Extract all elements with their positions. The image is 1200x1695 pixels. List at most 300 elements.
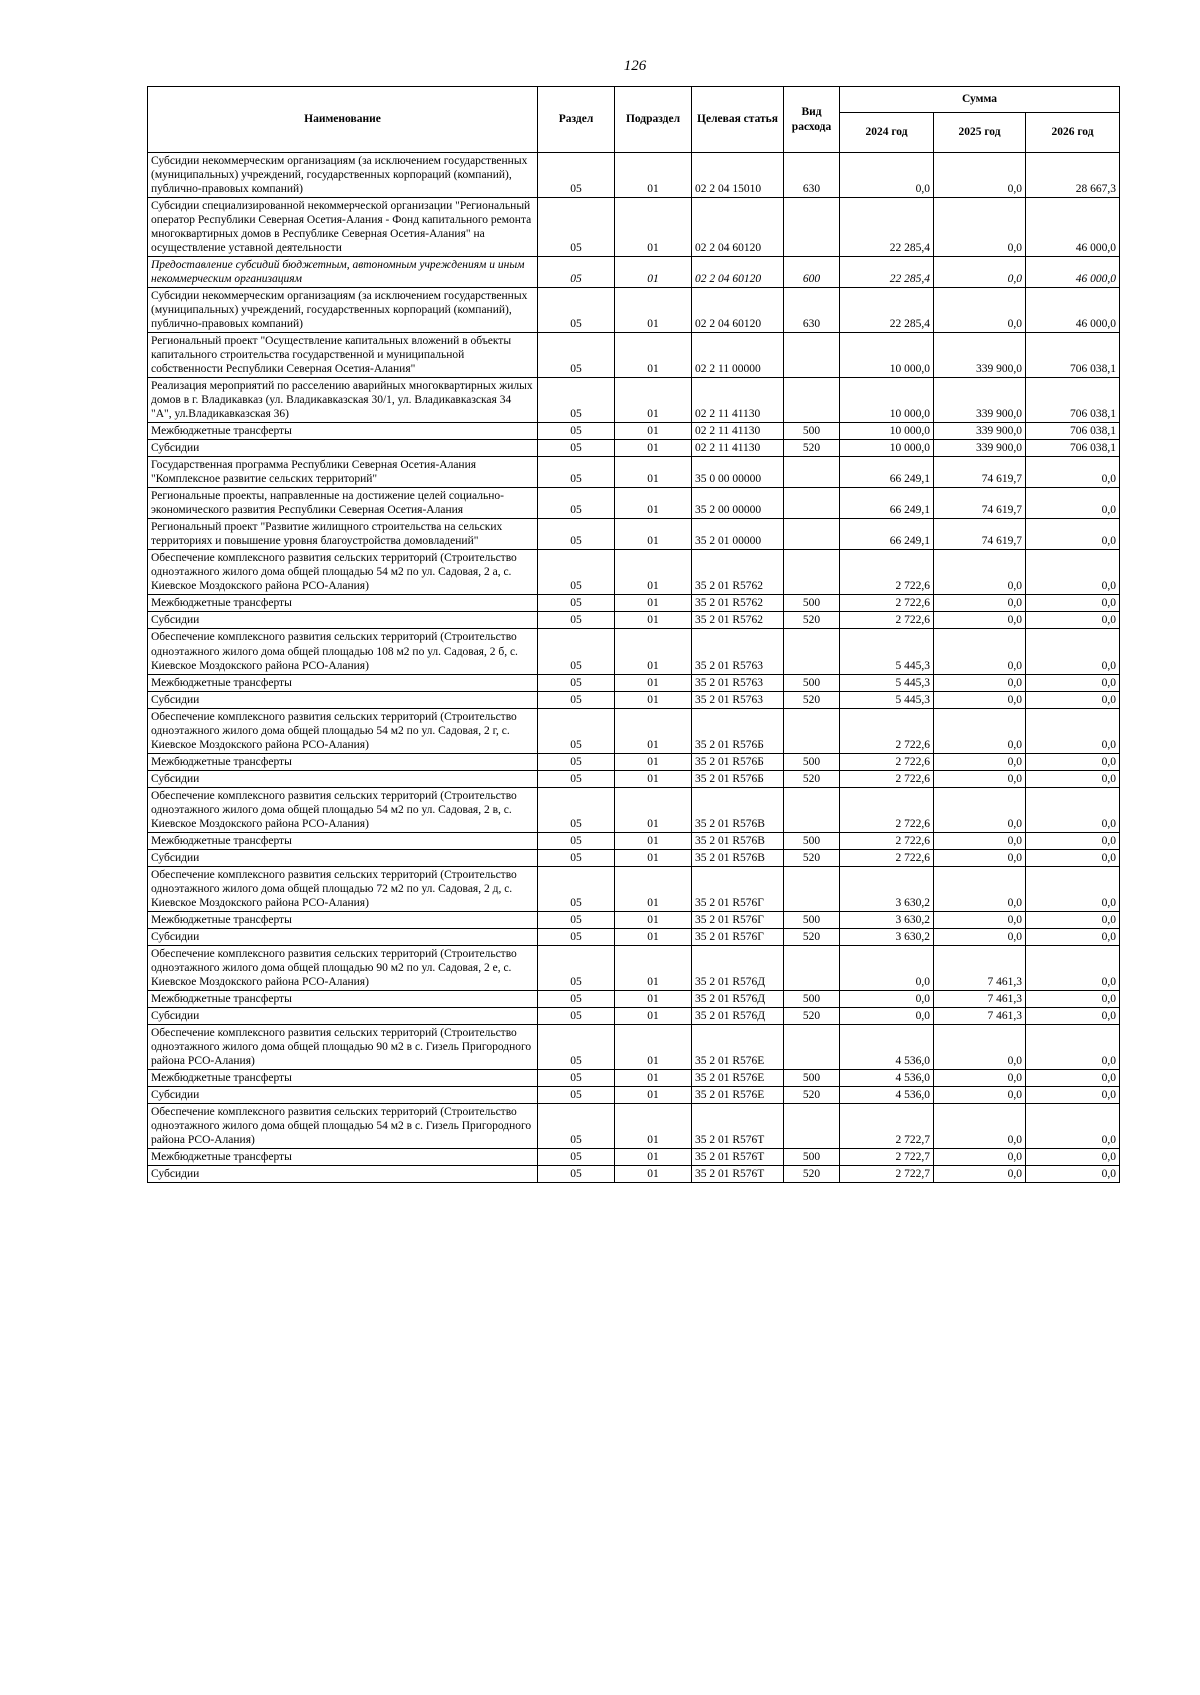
cell-target-item: 02 2 11 41130 xyxy=(692,378,784,423)
cell-subsection: 01 xyxy=(615,612,692,629)
cell-sum-2024: 2 722,6 xyxy=(840,595,934,612)
table-row xyxy=(148,612,1120,629)
cell-expense-type: 500 xyxy=(784,990,840,1007)
cell-expense-type xyxy=(784,198,840,257)
cell-name: Субсидии xyxy=(148,1086,538,1103)
cell-sum-2025: 0,0 xyxy=(934,629,1026,674)
cell-name: Обеспечение комплексного развития сельских территорий (Строительство одноэтажного жилого дома общей площадью 90 м2 в с. Гизель Пригородного района РСО-Алания) xyxy=(148,1024,538,1069)
cell-sum-2025: 0,0 xyxy=(934,1149,1026,1166)
cell-section: 05 xyxy=(538,595,615,612)
table-row xyxy=(148,1024,1120,1069)
cell-subsection: 01 xyxy=(615,519,692,550)
table-row xyxy=(148,832,1120,849)
cell-subsection: 01 xyxy=(615,787,692,832)
cell-name: Обеспечение комплексного развития сельских территорий (Строительство одноэтажного жилого дома общей площадью 108 м2 по ул. Садовая, 2 б, с. Киевское Моздокского района РСО-Алания) xyxy=(148,629,538,674)
cell-sum-2024: 2 722,7 xyxy=(840,1103,934,1148)
cell-expense-type: 520 xyxy=(784,1166,840,1183)
cell-sum-2026: 0,0 xyxy=(1026,866,1120,911)
cell-sum-2024: 2 722,7 xyxy=(840,1149,934,1166)
cell-section: 05 xyxy=(538,753,615,770)
cell-sum-2026: 0,0 xyxy=(1026,612,1120,629)
cell-target-item: 35 0 00 00000 xyxy=(692,457,784,488)
cell-sum-2026: 0,0 xyxy=(1026,945,1120,990)
cell-sum-2024: 3 630,2 xyxy=(840,866,934,911)
cell-section: 05 xyxy=(538,1007,615,1024)
cell-sum-2026: 0,0 xyxy=(1026,787,1120,832)
cell-name: Субсидии xyxy=(148,612,538,629)
cell-sum-2026: 0,0 xyxy=(1026,753,1120,770)
cell-section: 05 xyxy=(538,691,615,708)
cell-subsection: 01 xyxy=(615,1103,692,1148)
cell-section: 05 xyxy=(538,198,615,257)
table-row xyxy=(148,423,1120,440)
cell-expense-type xyxy=(784,333,840,378)
cell-name: Субсидии xyxy=(148,691,538,708)
cell-sum-2026: 0,0 xyxy=(1026,911,1120,928)
cell-expense-type xyxy=(784,550,840,595)
cell-section: 05 xyxy=(538,832,615,849)
cell-section: 05 xyxy=(538,333,615,378)
cell-sum-2024: 10 000,0 xyxy=(840,423,934,440)
cell-target-item: 02 2 11 41130 xyxy=(692,423,784,440)
cell-subsection: 01 xyxy=(615,488,692,519)
cell-sum-2026: 46 000,0 xyxy=(1026,288,1120,333)
cell-sum-2024: 0,0 xyxy=(840,1007,934,1024)
cell-expense-type: 500 xyxy=(784,911,840,928)
cell-subsection: 01 xyxy=(615,1007,692,1024)
cell-sum-2026: 0,0 xyxy=(1026,1149,1120,1166)
table-row xyxy=(148,519,1120,550)
cell-sum-2025: 339 900,0 xyxy=(934,423,1026,440)
cell-sum-2025: 0,0 xyxy=(934,550,1026,595)
cell-sum-2024: 0,0 xyxy=(840,990,934,1007)
cell-sum-2024: 22 285,4 xyxy=(840,288,934,333)
table-row xyxy=(148,457,1120,488)
cell-expense-type: 520 xyxy=(784,928,840,945)
cell-section: 05 xyxy=(538,257,615,288)
cell-expense-type xyxy=(784,519,840,550)
cell-sum-2025: 0,0 xyxy=(934,1069,1026,1086)
cell-sum-2024: 22 285,4 xyxy=(840,198,934,257)
cell-target-item: 35 2 01 R576Е xyxy=(692,1069,784,1086)
table-row xyxy=(148,787,1120,832)
cell-sum-2026: 0,0 xyxy=(1026,674,1120,691)
cell-expense-type: 520 xyxy=(784,770,840,787)
cell-sum-2024: 66 249,1 xyxy=(840,519,934,550)
cell-target-item: 35 2 01 R576Т xyxy=(692,1166,784,1183)
cell-expense-type: 520 xyxy=(784,1086,840,1103)
cell-target-item: 35 2 01 R576Г xyxy=(692,866,784,911)
cell-sum-2026: 706 038,1 xyxy=(1026,378,1120,423)
cell-sum-2026: 0,0 xyxy=(1026,550,1120,595)
cell-expense-type: 600 xyxy=(784,257,840,288)
header-2025: 2025 год xyxy=(934,113,1026,153)
cell-subsection: 01 xyxy=(615,1069,692,1086)
cell-name: Государственная программа Республики Северная Осетия-Алания "Комплексное развитие сельских территорий" xyxy=(148,457,538,488)
table-row xyxy=(148,1166,1120,1183)
cell-name: Субсидии xyxy=(148,1166,538,1183)
cell-target-item: 35 2 01 R576Г xyxy=(692,928,784,945)
cell-expense-type: 500 xyxy=(784,595,840,612)
cell-sum-2024: 10 000,0 xyxy=(840,333,934,378)
cell-expense-type: 500 xyxy=(784,1149,840,1166)
cell-name: Межбюджетные трансферты xyxy=(148,674,538,691)
cell-name: Обеспечение комплексного развития сельских территорий (Строительство одноэтажного жилого дома общей площадью 54 м2 по ул. Садовая, 2 г, с. Киевское Моздокского района РСО-Алания) xyxy=(148,708,538,753)
cell-section: 05 xyxy=(538,708,615,753)
cell-sum-2024: 4 536,0 xyxy=(840,1086,934,1103)
cell-sum-2026: 0,0 xyxy=(1026,928,1120,945)
cell-subsection: 01 xyxy=(615,674,692,691)
cell-subsection: 01 xyxy=(615,911,692,928)
cell-sum-2026: 0,0 xyxy=(1026,691,1120,708)
table-row xyxy=(148,1069,1120,1086)
cell-subsection: 01 xyxy=(615,708,692,753)
cell-target-item: 35 2 01 R576Б xyxy=(692,708,784,753)
cell-target-item: 35 2 01 R576Д xyxy=(692,945,784,990)
cell-target-item: 35 2 01 00000 xyxy=(692,519,784,550)
table-row xyxy=(148,866,1120,911)
cell-expense-type xyxy=(784,629,840,674)
cell-section: 05 xyxy=(538,153,615,198)
cell-sum-2025: 74 619,7 xyxy=(934,519,1026,550)
cell-section: 05 xyxy=(538,1103,615,1148)
table-row xyxy=(148,440,1120,457)
table-row xyxy=(148,674,1120,691)
cell-sum-2025: 7 461,3 xyxy=(934,1007,1026,1024)
table-row xyxy=(148,945,1120,990)
table-row xyxy=(148,911,1120,928)
cell-sum-2026: 706 038,1 xyxy=(1026,440,1120,457)
cell-subsection: 01 xyxy=(615,629,692,674)
cell-subsection: 01 xyxy=(615,440,692,457)
cell-section: 05 xyxy=(538,911,615,928)
cell-sum-2025: 0,0 xyxy=(934,153,1026,198)
cell-expense-type: 500 xyxy=(784,674,840,691)
cell-expense-type: 520 xyxy=(784,612,840,629)
cell-sum-2024: 10 000,0 xyxy=(840,378,934,423)
cell-sum-2025: 0,0 xyxy=(934,708,1026,753)
cell-subsection: 01 xyxy=(615,153,692,198)
cell-sum-2024: 3 630,2 xyxy=(840,911,934,928)
cell-target-item: 35 2 01 R5762 xyxy=(692,595,784,612)
cell-subsection: 01 xyxy=(615,770,692,787)
cell-sum-2024: 4 536,0 xyxy=(840,1069,934,1086)
table-row xyxy=(148,1103,1120,1148)
cell-subsection: 01 xyxy=(615,378,692,423)
cell-name: Межбюджетные трансферты xyxy=(148,595,538,612)
cell-section: 05 xyxy=(538,457,615,488)
table-row xyxy=(148,708,1120,753)
cell-sum-2026: 0,0 xyxy=(1026,1007,1120,1024)
cell-sum-2025: 0,0 xyxy=(934,787,1026,832)
table-row xyxy=(148,550,1120,595)
cell-section: 05 xyxy=(538,629,615,674)
table-row xyxy=(148,257,1120,288)
cell-name: Субсидии некоммерческим организациям (за исключением государственных (муниципальных) учреждений, государственных корпораций (компаний), публично-правовых компаний) xyxy=(148,153,538,198)
cell-name: Межбюджетные трансферты xyxy=(148,423,538,440)
cell-target-item: 35 2 01 R576Д xyxy=(692,990,784,1007)
table-row xyxy=(148,488,1120,519)
cell-sum-2025: 339 900,0 xyxy=(934,378,1026,423)
table-row xyxy=(148,595,1120,612)
cell-sum-2025: 0,0 xyxy=(934,770,1026,787)
cell-sum-2024: 10 000,0 xyxy=(840,440,934,457)
cell-section: 05 xyxy=(538,1166,615,1183)
cell-subsection: 01 xyxy=(615,1024,692,1069)
cell-sum-2026: 706 038,1 xyxy=(1026,333,1120,378)
table-row xyxy=(148,288,1120,333)
cell-target-item: 02 2 04 60120 xyxy=(692,288,784,333)
cell-target-item: 02 2 11 41130 xyxy=(692,440,784,457)
cell-subsection: 01 xyxy=(615,423,692,440)
table-row xyxy=(148,198,1120,257)
header-2024: 2024 год xyxy=(840,113,934,153)
header-2026: 2026 год xyxy=(1026,113,1120,153)
cell-name: Региональный проект "Развитие жилищного строительства на сельских территориях и повышение уровня благоустройства домовладений" xyxy=(148,519,538,550)
cell-target-item: 35 2 01 R576Г xyxy=(692,911,784,928)
cell-target-item: 35 2 00 00000 xyxy=(692,488,784,519)
cell-sum-2025: 0,0 xyxy=(934,832,1026,849)
cell-sum-2026: 0,0 xyxy=(1026,488,1120,519)
cell-expense-type: 500 xyxy=(784,1069,840,1086)
cell-target-item: 35 2 01 R5762 xyxy=(692,612,784,629)
cell-sum-2024: 2 722,6 xyxy=(840,770,934,787)
cell-target-item: 35 2 01 R576Б xyxy=(692,770,784,787)
cell-name: Предоставление субсидий бюджетным, автономным учреждениям и иным некоммерческим организациям xyxy=(148,257,538,288)
cell-sum-2024: 2 722,6 xyxy=(840,753,934,770)
cell-target-item: 35 2 01 R5762 xyxy=(692,550,784,595)
cell-name: Субсидии xyxy=(148,440,538,457)
table-row xyxy=(148,770,1120,787)
cell-sum-2024: 2 722,6 xyxy=(840,787,934,832)
cell-sum-2026: 46 000,0 xyxy=(1026,198,1120,257)
cell-section: 05 xyxy=(538,849,615,866)
cell-expense-type xyxy=(784,708,840,753)
header-target-item: Целевая статья xyxy=(692,87,784,153)
cell-subsection: 01 xyxy=(615,1086,692,1103)
cell-subsection: 01 xyxy=(615,333,692,378)
cell-sum-2024: 3 630,2 xyxy=(840,928,934,945)
cell-sum-2026: 0,0 xyxy=(1026,1166,1120,1183)
cell-name: Обеспечение комплексного развития сельских территорий (Строительство одноэтажного жилого дома общей площадью 54 м2 по ул. Садовая, 2 в, с. Киевское Моздокского района РСО-Алания) xyxy=(148,787,538,832)
cell-section: 05 xyxy=(538,787,615,832)
cell-sum-2025: 0,0 xyxy=(934,1166,1026,1183)
cell-name: Межбюджетные трансферты xyxy=(148,1069,538,1086)
table-row xyxy=(148,849,1120,866)
cell-expense-type: 500 xyxy=(784,753,840,770)
cell-expense-type: 520 xyxy=(784,440,840,457)
cell-subsection: 01 xyxy=(615,866,692,911)
cell-sum-2025: 7 461,3 xyxy=(934,945,1026,990)
cell-sum-2026: 0,0 xyxy=(1026,708,1120,753)
cell-name: Субсидии специализированной некоммерческой организации "Региональный оператор Республики Северная Осетия-Алания - Фонд капитального ремонта многоквартирных домов в Республике Северная Осетия-Алания" на осуществление уставной деятельности xyxy=(148,198,538,257)
cell-sum-2024: 66 249,1 xyxy=(840,488,934,519)
cell-expense-type: 520 xyxy=(784,691,840,708)
cell-sum-2026: 0,0 xyxy=(1026,1024,1120,1069)
cell-sum-2025: 0,0 xyxy=(934,849,1026,866)
cell-target-item: 35 2 01 R576В xyxy=(692,787,784,832)
cell-expense-type xyxy=(784,787,840,832)
cell-name: Обеспечение комплексного развития сельских территорий (Строительство одноэтажного жилого дома общей площадью 54 м2 в с. Гизель Пригородного района РСО-Алания) xyxy=(148,1103,538,1148)
cell-section: 05 xyxy=(538,1086,615,1103)
cell-name: Региональные проекты, направленные на достижение целей социально-экономического развития Республики Северная Осетия-Алания xyxy=(148,488,538,519)
cell-name: Обеспечение комплексного развития сельских территорий (Строительство одноэтажного жилого дома общей площадью 90 м2 по ул. Садовая, 2 е, с. Киевское Моздокского района РСО-Алания) xyxy=(148,945,538,990)
cell-name: Субсидии xyxy=(148,1007,538,1024)
cell-target-item: 35 2 01 R576Е xyxy=(692,1024,784,1069)
cell-name: Межбюджетные трансферты xyxy=(148,753,538,770)
cell-target-item: 35 2 01 R576Д xyxy=(692,1007,784,1024)
cell-target-item: 35 2 01 R5763 xyxy=(692,691,784,708)
cell-subsection: 01 xyxy=(615,595,692,612)
cell-expense-type xyxy=(784,1024,840,1069)
header-subsection: Подраздел xyxy=(615,87,692,153)
cell-sum-2025: 0,0 xyxy=(934,753,1026,770)
cell-sum-2025: 339 900,0 xyxy=(934,333,1026,378)
page-number: 126 xyxy=(623,58,647,74)
cell-sum-2026: 0,0 xyxy=(1026,595,1120,612)
header-sum-group: Сумма xyxy=(840,87,1120,113)
cell-name: Субсидии xyxy=(148,849,538,866)
table-row xyxy=(148,153,1120,198)
cell-sum-2026: 0,0 xyxy=(1026,1103,1120,1148)
cell-subsection: 01 xyxy=(615,257,692,288)
cell-sum-2025: 0,0 xyxy=(934,1103,1026,1148)
cell-subsection: 01 xyxy=(615,1149,692,1166)
cell-sum-2026: 46 000,0 xyxy=(1026,257,1120,288)
cell-sum-2024: 66 249,1 xyxy=(840,457,934,488)
cell-expense-type: 520 xyxy=(784,849,840,866)
cell-subsection: 01 xyxy=(615,457,692,488)
cell-sum-2025: 74 619,7 xyxy=(934,457,1026,488)
cell-sum-2024: 0,0 xyxy=(840,153,934,198)
cell-sum-2024: 22 285,4 xyxy=(840,257,934,288)
cell-sum-2025: 0,0 xyxy=(934,911,1026,928)
cell-sum-2026: 706 038,1 xyxy=(1026,423,1120,440)
cell-expense-type xyxy=(784,1103,840,1148)
cell-name: Обеспечение комплексного развития сельских территорий (Строительство одноэтажного жилого дома общей площадью 72 м2 по ул. Садовая, 2 д, с. Киевское Моздокского района РСО-Алания) xyxy=(148,866,538,911)
table-row xyxy=(148,629,1120,674)
cell-target-item: 35 2 01 R576Т xyxy=(692,1149,784,1166)
cell-expense-type xyxy=(784,945,840,990)
cell-subsection: 01 xyxy=(615,753,692,770)
cell-sum-2024: 0,0 xyxy=(840,945,934,990)
cell-sum-2026: 0,0 xyxy=(1026,849,1120,866)
cell-sum-2025: 0,0 xyxy=(934,674,1026,691)
cell-subsection: 01 xyxy=(615,832,692,849)
cell-sum-2025: 0,0 xyxy=(934,288,1026,333)
cell-section: 05 xyxy=(538,423,615,440)
cell-sum-2024: 5 445,3 xyxy=(840,691,934,708)
cell-name: Региональный проект "Осуществление капитальных вложений в объекты капитального строительства государственной и муниципальной собственности Республики Северная Осетия-Алания" xyxy=(148,333,538,378)
cell-name: Субсидии xyxy=(148,928,538,945)
cell-target-item: 02 2 04 60120 xyxy=(692,198,784,257)
table-row xyxy=(148,753,1120,770)
cell-sum-2024: 2 722,6 xyxy=(840,612,934,629)
cell-sum-2025: 0,0 xyxy=(934,928,1026,945)
cell-section: 05 xyxy=(538,1069,615,1086)
cell-sum-2024: 2 722,6 xyxy=(840,849,934,866)
cell-expense-type: 520 xyxy=(784,1007,840,1024)
cell-sum-2025: 0,0 xyxy=(934,257,1026,288)
cell-sum-2025: 74 619,7 xyxy=(934,488,1026,519)
cell-sum-2025: 339 900,0 xyxy=(934,440,1026,457)
table-row xyxy=(148,1149,1120,1166)
table-body xyxy=(148,153,1120,1183)
table-row xyxy=(148,333,1120,378)
cell-sum-2024: 5 445,3 xyxy=(840,629,934,674)
cell-expense-type: 630 xyxy=(784,153,840,198)
cell-name: Межбюджетные трансферты xyxy=(148,990,538,1007)
cell-name: Обеспечение комплексного развития сельских территорий (Строительство одноэтажного жилого дома общей площадью 54 м2 по ул. Садовая, 2 а, с. Киевское Моздокского района РСО-Алания) xyxy=(148,550,538,595)
cell-sum-2024: 4 536,0 xyxy=(840,1024,934,1069)
budget-table xyxy=(147,86,1120,1183)
header-name: Наименование xyxy=(148,87,538,153)
cell-subsection: 01 xyxy=(615,691,692,708)
cell-section: 05 xyxy=(538,550,615,595)
cell-section: 05 xyxy=(538,1149,615,1166)
cell-name: Реализация мероприятий по расселению аварийных многоквартирных жилых домов в г. Владикавказ (ул. Владикавказская 30/1, ул. Владикавказская 34 "А", ул.Владикавказская 36) xyxy=(148,378,538,423)
cell-sum-2025: 7 461,3 xyxy=(934,990,1026,1007)
cell-sum-2026: 0,0 xyxy=(1026,832,1120,849)
cell-section: 05 xyxy=(538,990,615,1007)
cell-section: 05 xyxy=(538,1024,615,1069)
cell-subsection: 01 xyxy=(615,550,692,595)
cell-section: 05 xyxy=(538,612,615,629)
table-row xyxy=(148,1007,1120,1024)
cell-name: Межбюджетные трансферты xyxy=(148,911,538,928)
cell-expense-type xyxy=(784,378,840,423)
cell-section: 05 xyxy=(538,488,615,519)
cell-sum-2024: 2 722,6 xyxy=(840,832,934,849)
cell-sum-2024: 5 445,3 xyxy=(840,674,934,691)
cell-expense-type: 500 xyxy=(784,832,840,849)
cell-subsection: 01 xyxy=(615,990,692,1007)
header-expense-type: Вид расхода xyxy=(784,87,840,153)
cell-sum-2026: 0,0 xyxy=(1026,1086,1120,1103)
cell-expense-type xyxy=(784,488,840,519)
cell-sum-2025: 0,0 xyxy=(934,612,1026,629)
cell-subsection: 01 xyxy=(615,849,692,866)
cell-sum-2026: 0,0 xyxy=(1026,990,1120,1007)
cell-sum-2025: 0,0 xyxy=(934,1024,1026,1069)
cell-target-item: 02 2 04 15010 xyxy=(692,153,784,198)
cell-section: 05 xyxy=(538,440,615,457)
table-row xyxy=(148,928,1120,945)
cell-name: Межбюджетные трансферты xyxy=(148,832,538,849)
cell-sum-2024: 2 722,6 xyxy=(840,708,934,753)
cell-section: 05 xyxy=(538,519,615,550)
cell-name: Субсидии xyxy=(148,770,538,787)
cell-sum-2026: 0,0 xyxy=(1026,629,1120,674)
cell-sum-2025: 0,0 xyxy=(934,595,1026,612)
cell-section: 05 xyxy=(538,378,615,423)
cell-section: 05 xyxy=(538,945,615,990)
cell-sum-2024: 2 722,6 xyxy=(840,550,934,595)
cell-target-item: 02 2 11 00000 xyxy=(692,333,784,378)
cell-target-item: 35 2 01 R5763 xyxy=(692,674,784,691)
table-row xyxy=(148,1086,1120,1103)
table-row xyxy=(148,691,1120,708)
cell-sum-2025: 0,0 xyxy=(934,866,1026,911)
cell-target-item: 02 2 04 60120 xyxy=(692,257,784,288)
cell-target-item: 35 2 01 R576В xyxy=(692,832,784,849)
cell-section: 05 xyxy=(538,866,615,911)
cell-section: 05 xyxy=(538,928,615,945)
cell-subsection: 01 xyxy=(615,288,692,333)
cell-sum-2026: 0,0 xyxy=(1026,457,1120,488)
cell-sum-2025: 0,0 xyxy=(934,691,1026,708)
header-section: Раздел xyxy=(538,87,615,153)
